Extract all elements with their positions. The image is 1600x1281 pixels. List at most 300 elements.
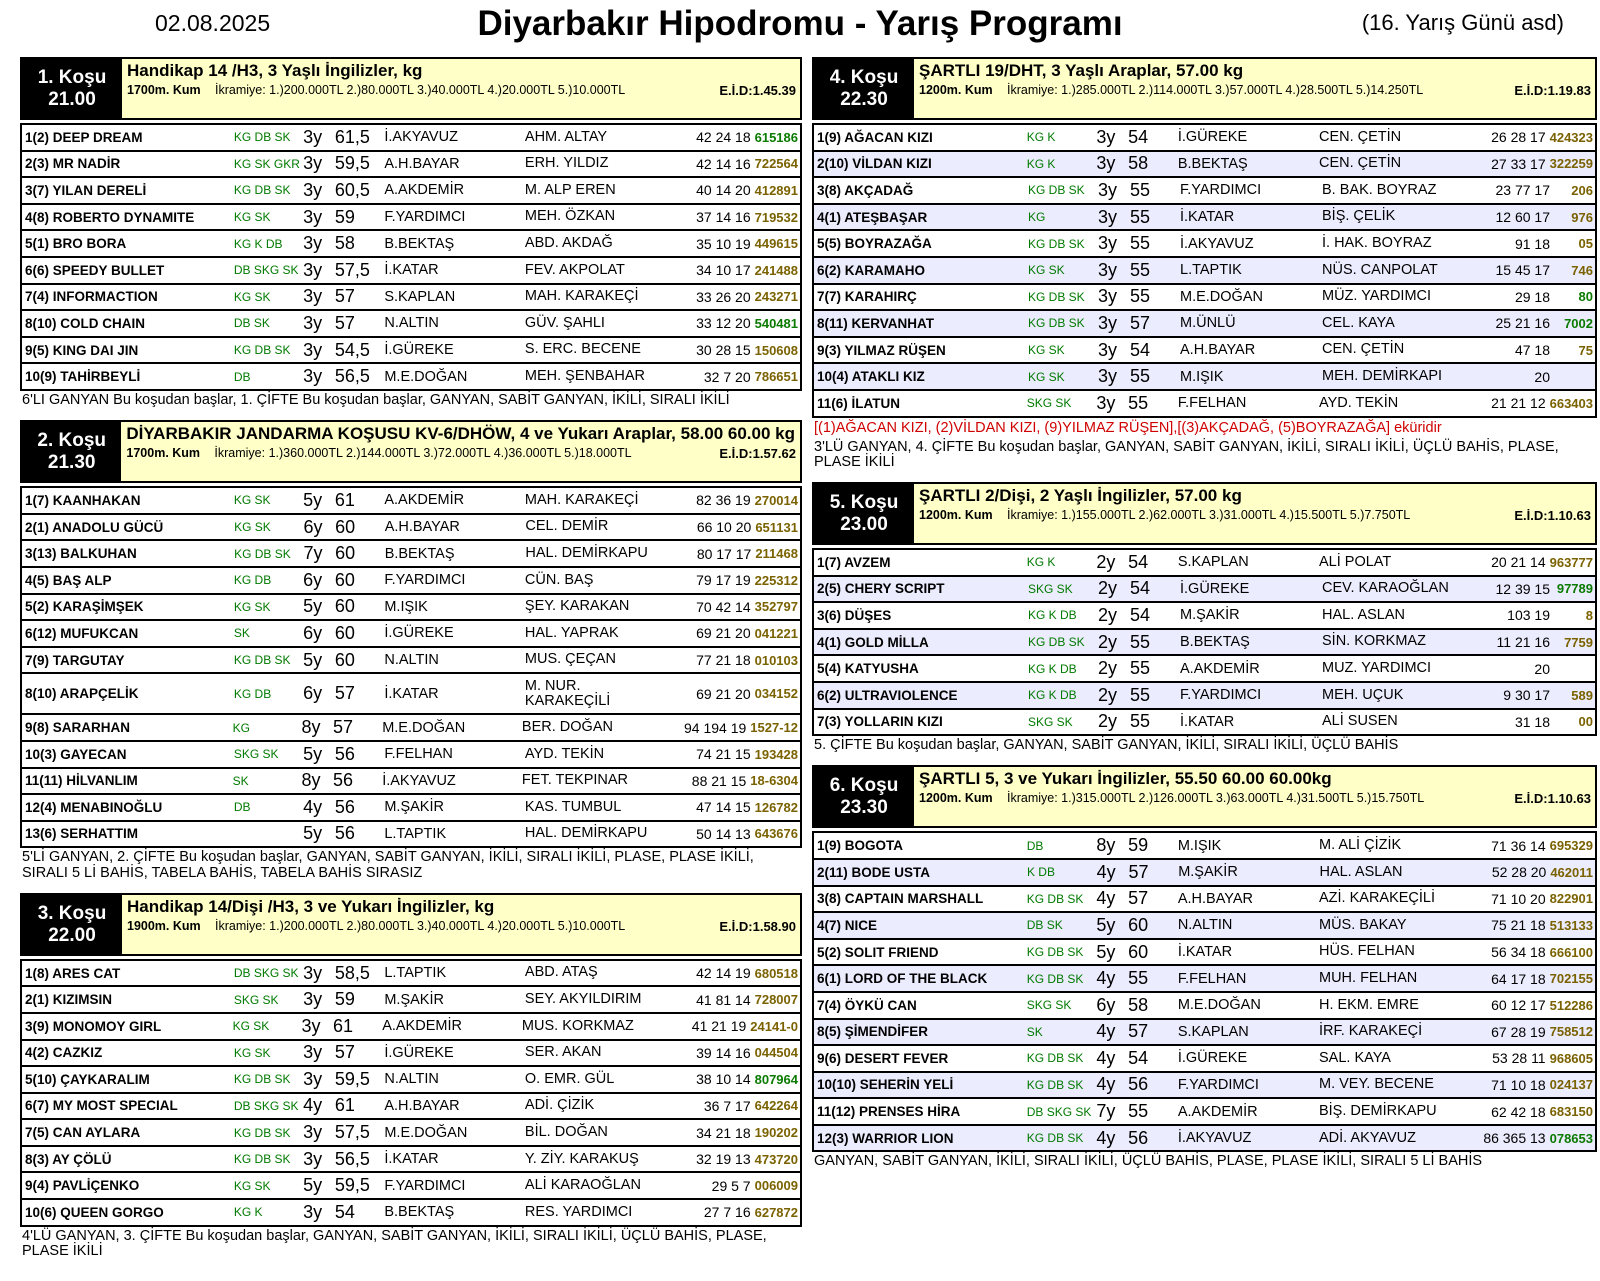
table-row[interactable] — [22, 123, 800, 150]
horse-age: 3y — [303, 179, 323, 200]
last-results: 589 — [1571, 687, 1593, 703]
table-row[interactable] — [22, 672, 800, 713]
horse-name: 10(3) GAYECAN — [25, 746, 127, 762]
horse-age: 3y — [1098, 259, 1118, 280]
race-sub — [127, 919, 795, 935]
form-stats: 71 10 20 — [1491, 890, 1546, 907]
equipment: SKG SK — [1026, 998, 1072, 1013]
table-row[interactable] — [814, 203, 1595, 230]
horse-weight: 60,5 — [334, 179, 370, 200]
race-header — [20, 420, 802, 483]
horse-name: 1(8) ARES CAT — [25, 965, 121, 981]
form-stats: 27 7 16 — [703, 1204, 751, 1221]
table-row[interactable] — [22, 985, 800, 1012]
trainer: FET. TEKPINAR — [521, 772, 629, 789]
table-row[interactable] — [22, 309, 800, 336]
horse-weight: 57 — [1128, 888, 1149, 909]
table-row[interactable] — [22, 283, 800, 310]
horse-age: 2y — [1098, 684, 1118, 705]
table-row[interactable] — [814, 150, 1595, 177]
horse-name: 4(1) GOLD MİLLA — [817, 634, 929, 650]
table-row[interactable] — [814, 309, 1595, 336]
table-row[interactable] — [22, 767, 800, 794]
jockey: B.BEKTAŞ — [1180, 634, 1250, 651]
trainer: ALİ KARAOĞLAN — [524, 1177, 641, 1194]
race-number: 1. Koşu — [37, 67, 107, 88]
table-row[interactable] — [814, 123, 1595, 150]
horse-weight: 61 — [332, 1015, 354, 1036]
horse-weight: 57,5 — [334, 1122, 370, 1143]
table-row[interactable] — [22, 362, 800, 389]
jockey: B.BEKTAŞ — [1177, 155, 1248, 172]
equipment: KG DB SK — [233, 1152, 291, 1167]
horse-name: 9(4) PAVLİÇENKO — [25, 1178, 140, 1194]
table-row[interactable] — [22, 793, 800, 820]
race-time: 23.30 — [840, 797, 888, 819]
horse-age: 3y — [303, 1148, 323, 1169]
table-row[interactable] — [22, 593, 800, 620]
horse-weight: 55 — [1130, 259, 1151, 280]
horse-age: 6y — [303, 569, 323, 590]
table-row[interactable] — [814, 548, 1595, 575]
table-row[interactable] — [22, 486, 800, 513]
jockey: M.ÜNLÜ — [1180, 315, 1236, 332]
horse-name: 9(8) SARARHAN — [25, 720, 131, 736]
table-row[interactable] — [814, 1124, 1595, 1151]
equipment: SKG SK — [1026, 396, 1072, 411]
horse-weight: 56 — [1128, 1127, 1149, 1148]
race-time: 22.00 — [48, 924, 96, 946]
last-results: 722564 — [754, 156, 798, 172]
equipment: DB — [233, 800, 251, 815]
equipment: KG DB SK — [233, 1072, 291, 1087]
table-row[interactable] — [814, 1044, 1595, 1071]
table-row[interactable] — [814, 938, 1595, 965]
horse-weight: 54 — [1128, 126, 1149, 147]
horse-name: 7(9) TARGUTAY — [25, 652, 125, 668]
equipment: KG DB SK — [1026, 1077, 1084, 1092]
jockey: M.ŞAKİR — [1178, 864, 1238, 881]
form-stats: 35 10 19 — [696, 235, 751, 252]
table-row[interactable] — [814, 283, 1595, 310]
jockey: M.E.DOĞAN — [384, 368, 468, 385]
jockey: İ.GÜREKE — [1177, 1050, 1248, 1067]
form-stats: 34 10 17 — [696, 262, 751, 279]
race-distance: 1700m. Kum — [127, 83, 201, 97]
trainer: H. EKM. EMRE — [1318, 996, 1419, 1013]
horse-age: 4y — [1096, 1127, 1116, 1148]
table-row[interactable] — [814, 362, 1595, 389]
table-row[interactable] — [814, 575, 1595, 602]
horse-name: 6(1) LORD OF THE BLACK — [817, 971, 988, 987]
table-row[interactable] — [814, 628, 1595, 655]
horse-weight: 61,5 — [334, 126, 370, 147]
jockey: M.ŞAKİR — [384, 799, 444, 816]
horse-age: 2y — [1098, 604, 1118, 625]
horse-name: 9(6) DESERT FEVER — [817, 1050, 949, 1066]
horse-name: 3(13) BALKUHAN — [25, 546, 137, 562]
horse-age: 3y — [303, 1201, 323, 1222]
last-results: 80 — [1578, 289, 1593, 305]
horse-weight: 57 — [334, 683, 355, 704]
form-stats: 62 42 18 — [1491, 1103, 1546, 1120]
form-stats: 80 17 17 — [696, 545, 752, 562]
race-info — [121, 422, 800, 481]
equipment: KG DB SK — [1028, 289, 1085, 304]
trainer: AZİ. KARAKEÇİLİ — [1318, 890, 1436, 907]
equipment: KG SK — [232, 1019, 270, 1034]
horse-age: 5y — [303, 489, 323, 510]
trainer: ALİ SUSEN — [1322, 713, 1398, 730]
trainer: SER. AKAN — [524, 1044, 602, 1061]
horse-name: 3(6) DÜŞES — [817, 607, 892, 623]
table-row[interactable] — [814, 336, 1595, 363]
horse-name: 2(11) BODE USTA — [817, 864, 931, 880]
last-results: 663403 — [1549, 395, 1593, 411]
form-stats: 41 21 19 — [691, 1018, 747, 1035]
trainer: CEL. KAYA — [1322, 314, 1395, 331]
horse-age: 2y — [1098, 578, 1118, 599]
horse-age: 8y — [1096, 835, 1116, 856]
jockey: İ.KATAR — [384, 1151, 439, 1168]
horse-weight: 54 — [1130, 339, 1151, 360]
race-distance: 1200m. Kum — [919, 507, 993, 522]
jockey: A.AKDEMİR — [1180, 660, 1260, 677]
table-row[interactable] — [814, 256, 1595, 283]
horse-age: 5y — [1096, 941, 1116, 962]
last-results: 190202 — [754, 1125, 798, 1141]
table-row[interactable] — [22, 566, 800, 593]
form-stats: 71 36 14 — [1491, 837, 1546, 854]
table-row[interactable] — [22, 336, 800, 363]
runner-table — [20, 486, 802, 848]
race-number-box — [814, 484, 914, 543]
horse-age: 3y — [303, 962, 323, 983]
last-results: 041221 — [754, 625, 798, 641]
horse-name: 5(10) ÇAYKARALIM — [25, 1071, 150, 1087]
jockey: S.KAPLAN — [384, 288, 456, 305]
horse-age: 3y — [1096, 126, 1116, 147]
horse-age: 3y — [1096, 392, 1116, 413]
last-results: 627872 — [754, 1204, 798, 1220]
horse-age: 5y — [303, 743, 323, 764]
table-row[interactable] — [22, 713, 800, 740]
jockey: İ.KATAR — [384, 262, 439, 279]
equipment: SK — [232, 773, 249, 788]
jockey: B.BEKTAŞ — [384, 1204, 455, 1221]
jockey: A.H.BAYAR — [384, 155, 460, 172]
horse-age: 8y — [301, 770, 321, 791]
jockey: M.E.DOĞAN — [1177, 997, 1261, 1014]
form-stats: 70 42 14 — [696, 598, 751, 615]
horse-weight: 55 — [1130, 206, 1151, 227]
horse-age: 7y — [303, 543, 323, 564]
horse-weight: 59,5 — [334, 153, 370, 174]
horse-name: 6(6) SPEEDY BULLET — [25, 262, 165, 278]
jockey: İ.GÜREKE — [384, 342, 454, 359]
trainer: İRF. KARAKEÇİ — [1318, 1023, 1423, 1040]
race-distance: 1900m. Kum — [127, 918, 201, 933]
jockey: A.AKDEMİR — [384, 492, 465, 509]
horse-age: 4y — [1096, 1021, 1116, 1042]
trainer: SEY. AKYILDIRIM — [524, 991, 642, 1007]
race-record: E.İ.D:1.10.63 — [1514, 791, 1591, 807]
table-row[interactable] — [814, 229, 1595, 256]
page-title: Diyarbakır Hipodromu - Yarış Programı — [477, 4, 1123, 43]
race-time: 22.30 — [840, 88, 888, 110]
horse-name: 1(9) AĞACAN KIZI — [817, 129, 933, 145]
table-row[interactable] — [22, 203, 800, 230]
race-number-box — [814, 767, 914, 826]
last-results: 642264 — [754, 1098, 798, 1114]
form-stats: 66 10 20 — [696, 519, 752, 536]
table-row[interactable] — [814, 991, 1595, 1018]
horse-name: 7(4) INFORMACTION — [25, 289, 158, 305]
jockey: N.ALTIN — [384, 315, 439, 332]
table-row[interactable] — [814, 1018, 1595, 1045]
form-stats: 74 21 15 — [696, 746, 751, 763]
equipment: SKG SK — [1028, 581, 1073, 596]
last-results: 1527-12 — [750, 720, 798, 736]
race-header — [812, 57, 1597, 120]
last-results: 680518 — [754, 965, 798, 981]
horse-age: 5y — [1096, 914, 1116, 935]
table-row[interactable] — [22, 959, 800, 986]
runner-table — [812, 123, 1597, 418]
horse-name: 4(1) ATEŞBAŞAR — [817, 209, 928, 225]
horse-age: 3y — [303, 259, 323, 280]
jockey: İ.KATAR — [1180, 713, 1235, 730]
table-row[interactable] — [814, 964, 1595, 991]
form-stats: 12 60 17 — [1495, 209, 1550, 226]
last-results: 150608 — [754, 342, 798, 358]
last-results: 7759 — [1564, 634, 1593, 650]
last-results: 352797 — [754, 599, 798, 615]
race-record: E.İ.D:1.45.39 — [719, 83, 796, 98]
jockey: F.FELHAN — [1177, 395, 1247, 412]
trainer: AYD. TEKİN — [1318, 394, 1399, 411]
horse-name: 2(3) MR NADİR — [25, 156, 121, 172]
horse-name: 7(5) CAN AYLARA — [25, 1125, 141, 1141]
bet-types-note: 3'LÜ GANYAN, 4. ÇİFTE Bu koşudan başlar, GANYAN, SABİT GANYAN, İKİLİ, SIRALI İKİLİ, ÜÇLÜ BAHİS, PLASE, PLASE İKİLİ — [814, 438, 1559, 470]
horse-age: 3y — [303, 1122, 323, 1143]
table-row[interactable] — [814, 1071, 1595, 1098]
table-row[interactable] — [814, 654, 1595, 681]
table-row[interactable] — [22, 1145, 800, 1172]
trainer: M. VEY. BECENE — [1318, 1076, 1434, 1093]
last-results: 211468 — [755, 546, 798, 562]
last-results: 024137 — [1549, 1077, 1593, 1093]
equipment: SK — [1026, 1024, 1043, 1039]
jockey: F.YARDIMCI — [384, 1177, 466, 1194]
race-distance: 1700m. Kum — [126, 446, 201, 461]
equipment: KG DB SK — [234, 546, 291, 561]
table-row[interactable] — [22, 1198, 800, 1225]
table-row[interactable] — [22, 1065, 800, 1092]
horse-age: 3y — [303, 126, 323, 147]
jockey: F.YARDIMCI — [384, 209, 466, 226]
horse-name: 6(7) MY MOST SPECIAL — [25, 1098, 178, 1114]
equipment: KG K DB — [233, 236, 283, 251]
horse-name: 4(2) CAZKIZ — [25, 1045, 103, 1061]
form-stats: 37 14 16 — [696, 209, 751, 226]
horse-name: 10(9) TAHİRBEYLİ — [25, 369, 141, 385]
horse-name: 3(8) CAPTAIN MARSHALL — [817, 891, 984, 907]
horse-weight: 57 — [334, 312, 355, 333]
bet-types-note: 4'LÜ GANYAN, 3. ÇİFTE Bu koşudan başlar, GANYAN, SABİT GANYAN, İKİLİ, SIRALI İKİLİ, ÜÇLÜ BAHİS, PLASE, PLASE İKİLİ — [22, 1227, 767, 1259]
last-results: 05 — [1578, 236, 1593, 252]
runner-table — [812, 831, 1597, 1152]
last-results: 615186 — [754, 129, 798, 145]
trainer: RES. YARDIMCI — [524, 1203, 633, 1220]
runner-table — [20, 959, 802, 1227]
horse-weight: 59 — [334, 989, 355, 1010]
jockey: İ.KATAR — [1177, 944, 1233, 961]
form-stats: 20 21 14 — [1491, 554, 1546, 571]
last-results: 666100 — [1549, 944, 1593, 960]
table-row[interactable] — [22, 539, 800, 566]
race-block — [812, 482, 1597, 759]
horse-age: 6y — [303, 516, 323, 537]
table-row[interactable] — [814, 831, 1595, 858]
table-row[interactable] — [22, 513, 800, 540]
jockey: A.AKDEMİR — [382, 1018, 462, 1035]
race-prize: İkramiye: 1.)360.000TL 2.)144.000TL 3.)72.000TL 4.)36.000TL 5.)18.000TL — [214, 446, 632, 461]
horse-weight: 60 — [335, 516, 356, 537]
table-row[interactable] — [22, 1012, 800, 1039]
horse-name: 2(10) VİLDAN KIZI — [817, 156, 932, 172]
horse-age: 3y — [303, 366, 323, 387]
equipment: KG — [232, 720, 250, 735]
race-block — [812, 765, 1597, 1175]
race-block — [812, 57, 1597, 476]
race-header — [812, 482, 1597, 545]
table-row[interactable] — [22, 150, 800, 177]
horse-weight: 60 — [334, 569, 355, 590]
horse-age: 8y — [301, 717, 321, 738]
horse-age: 3y — [1098, 233, 1118, 254]
table-row[interactable] — [814, 681, 1595, 708]
table-row[interactable] — [814, 1097, 1595, 1124]
last-results: 822901 — [1549, 891, 1593, 907]
race-info — [914, 484, 1595, 543]
jockey: İ.KATAR — [1180, 209, 1235, 226]
equipment: KG SK — [1028, 263, 1065, 278]
race-number-box — [814, 59, 914, 118]
horse-age: 3y — [303, 153, 323, 174]
race-sub — [919, 508, 1590, 524]
equipment: KG DB SK — [1028, 635, 1085, 650]
trainer: CEN. ÇETİN — [1318, 155, 1402, 172]
horse-name: 4(8) ROBERTO DYNAMITE — [25, 209, 195, 225]
table-row[interactable] — [22, 229, 800, 256]
form-stats: 69 21 20 — [696, 685, 751, 702]
table-row[interactable] — [22, 1171, 800, 1198]
horse-age: 6y — [303, 683, 323, 704]
table-row[interactable] — [814, 885, 1595, 912]
runner-table — [812, 548, 1597, 736]
horse-name: 10(10) SEHERİN YELİ — [817, 1077, 954, 1093]
last-results: 695329 — [1549, 838, 1593, 854]
horse-weight: 54,5 — [334, 339, 370, 360]
race-number: 2. Koşu — [37, 430, 107, 452]
horse-weight: 60 — [334, 596, 355, 617]
equipment: SK — [233, 626, 250, 641]
horse-name: 7(3) YOLLARIN KIZI — [817, 714, 943, 730]
horse-age: 6y — [1096, 994, 1116, 1015]
trainer: AYD. TEKİN — [524, 745, 605, 762]
table-row[interactable] — [814, 708, 1595, 735]
jockey: L.TAPTIK — [384, 825, 447, 842]
table-row[interactable] — [22, 619, 800, 646]
jockey: M.IŞIK — [384, 598, 428, 615]
horse-weight: 54 — [1130, 578, 1151, 599]
jockey: M.IŞIK — [1177, 837, 1222, 854]
form-stats: 42 14 16 — [696, 155, 751, 172]
horse-name: 1(7) KAANHAKAN — [25, 492, 141, 508]
horse-age: 4y — [1096, 888, 1116, 909]
horse-age: 6y — [303, 622, 323, 643]
horse-name: 10(4) ATAKLI KIZ — [817, 369, 925, 385]
table-row[interactable] — [22, 646, 800, 673]
table-row[interactable] — [22, 176, 800, 203]
table-row[interactable] — [22, 820, 800, 847]
table-row[interactable] — [22, 1118, 800, 1145]
jockey: F.YARDIMCI — [384, 572, 466, 589]
equipment: DB SKG SK — [233, 263, 299, 278]
form-stats: 50 14 13 — [696, 825, 751, 842]
table-row[interactable] — [814, 389, 1595, 416]
table-row[interactable] — [22, 740, 800, 767]
last-results: 702155 — [1549, 971, 1593, 987]
last-results: 651131 — [755, 519, 798, 535]
table-row[interactable] — [22, 1039, 800, 1066]
horse-name: 2(1) KIZIMSIN — [25, 992, 113, 1008]
horse-weight: 55 — [1130, 286, 1151, 307]
last-results: 75 — [1578, 342, 1593, 358]
table-row[interactable] — [814, 601, 1595, 628]
horse-age: 3y — [301, 1015, 321, 1036]
right-column — [812, 57, 1597, 1182]
table-row[interactable] — [814, 176, 1595, 203]
horse-name: 7(4) ÖYKÜ CAN — [817, 997, 917, 1013]
bet-types-note: 5'Lİ GANYAN, 2. ÇİFTE Bu koşudan başlar, GANYAN, SABİT GANYAN, İKİLİ, SIRALI İKİLİ, PLASE, PLASE İKİLİ, SIRALI 5 Lİ BAHİS, TABELA BAHİS, TABELA BAHİS SIRASIZ — [22, 849, 754, 881]
table-row[interactable] — [22, 1092, 800, 1119]
race-time: 21.00 — [48, 88, 96, 110]
jockey: S.KAPLAN — [1177, 554, 1249, 571]
horse-weight: 56,5 — [334, 1148, 370, 1169]
horse-weight: 57 — [1128, 861, 1149, 882]
race-number: 6. Koşu — [829, 775, 899, 797]
horse-weight: 59 — [334, 206, 355, 227]
equipment: KG K — [1026, 130, 1056, 145]
race-header — [20, 893, 802, 956]
jockey: F.FELHAN — [384, 746, 453, 763]
horse-weight: 56 — [332, 770, 354, 791]
horse-name: 8(10) COLD CHAIN — [25, 315, 146, 331]
trainer: ALİ POLAT — [1318, 553, 1392, 570]
form-stats: 86 365 13 — [1483, 1130, 1546, 1147]
horse-name: 5(5) BOYRAZAĞA — [817, 236, 932, 252]
table-row[interactable] — [22, 256, 800, 283]
table-row[interactable] — [814, 858, 1595, 885]
jockey: İ.AKYAVUZ — [1180, 235, 1254, 252]
trainer: CEN. ÇETİN — [1322, 341, 1405, 358]
trainer: CEL. DEMİR — [525, 518, 609, 535]
horse-name: 1(2) DEEP DREAM — [25, 129, 143, 145]
table-row[interactable] — [814, 911, 1595, 938]
horse-name: 3(9) MONOMOY GIRL — [25, 1018, 162, 1034]
